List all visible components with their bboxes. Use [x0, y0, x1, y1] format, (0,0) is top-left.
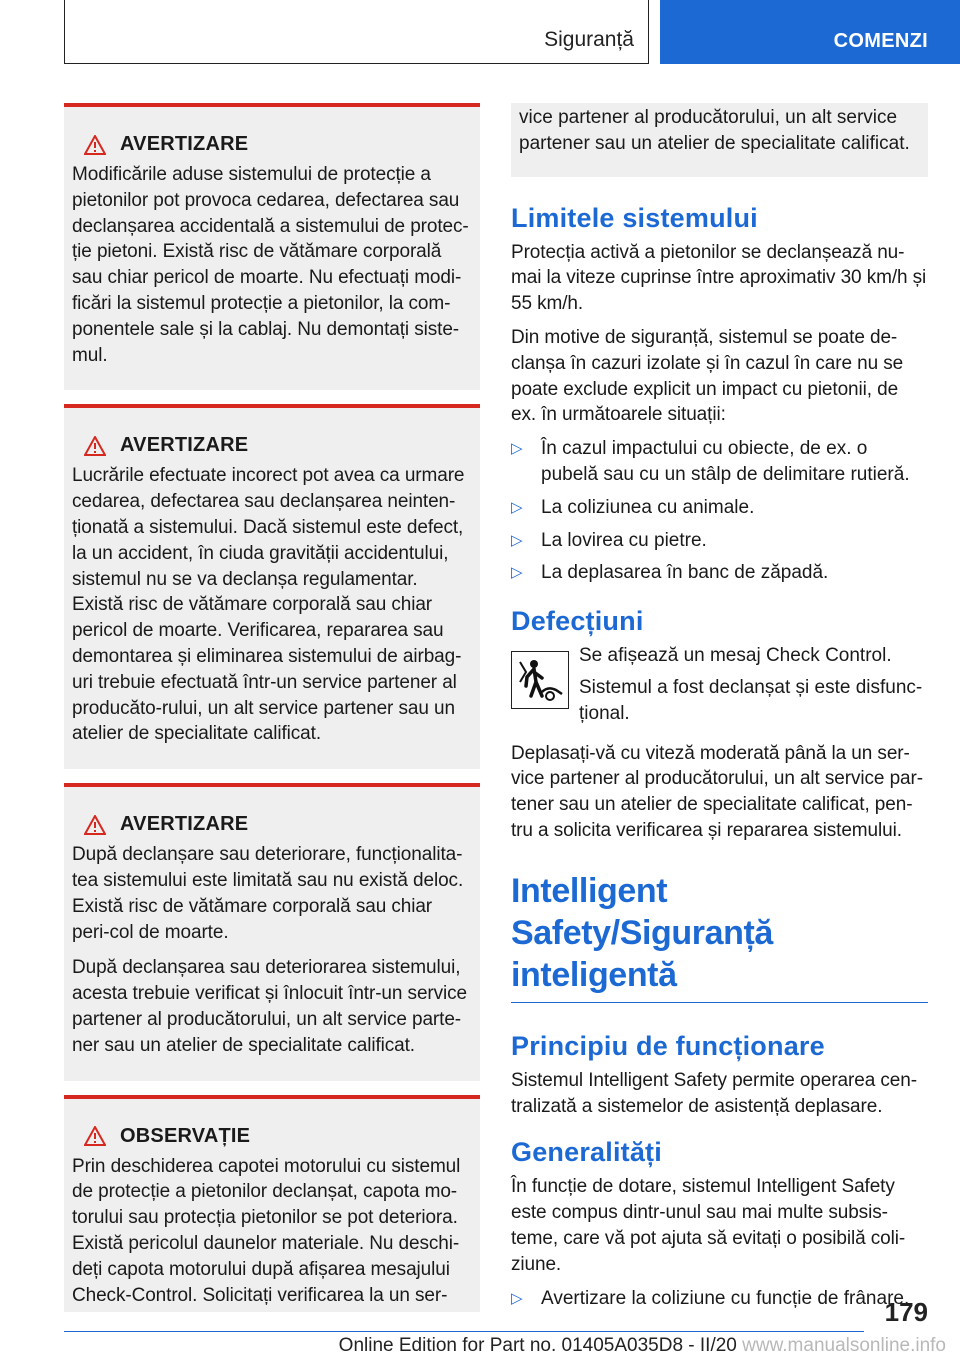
warning-box-2 — [64, 404, 480, 769]
header-section-box — [64, 0, 649, 64]
list-item: ▷ La coliziunea cu animale. — [511, 495, 928, 521]
tab-comenzi-label: COMENZI — [833, 30, 928, 52]
triangle-right-icon: ▷ — [511, 531, 523, 549]
check-control-message — [511, 643, 928, 732]
notice-text: Prin deschiderea capotei motorului cu sistemul de protecție a pietonilor declanșat, capota mo-torului sau protecția pietonilor se pot deteriora. Există pericolul daunelor materiale. Nu deschi-deți capota motorului după afișarea mesajului Check-Control. Solicitați verificarea la un ser- — [72, 1155, 461, 1306]
section-title: Siguranță — [544, 28, 634, 51]
warning-triangle-icon — [84, 135, 106, 155]
notice-continued-text: vice partener al producătorului, un alt service partener sau un atelier de specialitate calificat. — [519, 107, 910, 154]
warning-triangle-icon — [84, 436, 106, 456]
limits-text-2: Din motive de siguranță, sistemul se poate de-clanșa în cazuri izolate și în cazul în care nu se poate exclude explicit un impact cu pietonii, de ex. în următoarele situații: — [511, 326, 904, 426]
principle-text: Sistemul Intelligent Safety permite operarea cen-tralizată a sistemelor de asistență deplasare. — [511, 1069, 917, 1117]
footer — [0, 1335, 960, 1357]
triangle-right-icon: ▷ — [511, 440, 523, 458]
general-heading: Generalități — [511, 1137, 662, 1168]
limits-heading: Limitele sistemului — [511, 202, 758, 233]
warning-text: După declanșarea sau deteriorarea sistemului, acesta trebuie verificat și înlocuit într-un service partener al producătorului, un alt service parte-ner sau un atelier de specialitate calificat. — [72, 957, 468, 1056]
pedestrian-protection-icon — [511, 651, 569, 709]
warning-title: AVERTIZARE — [120, 813, 249, 836]
list-item: ▷ La deplasarea în banc de zăpadă. — [511, 560, 928, 586]
general-list — [511, 1286, 928, 1312]
footer-rule — [64, 1331, 864, 1332]
general-text: În funcție de dotare, sistemul Intelligent Safety este compus dintr-unul sau mai multe subsis-teme, care vă pot ajuta să evitați o posibilă coli-ziune. — [511, 1176, 906, 1275]
intelligent-heading: Intelligent Safety/Siguranță inteligentă — [511, 871, 773, 994]
warning-title: AVERTIZARE — [120, 133, 249, 155]
watermark: www.manualsonline.info — [742, 1335, 946, 1356]
tab-comenzi[interactable] — [660, 0, 960, 64]
right-column — [511, 103, 928, 1325]
defect-message-1: Se afișează un mesaj Check Control. — [579, 645, 892, 667]
list-item: ▷ La lovirea cu pietre. — [511, 528, 928, 554]
triangle-right-icon: ▷ — [511, 498, 523, 516]
principle-heading: Principiu de funcționare — [511, 1030, 825, 1061]
warning-text: Modificările aduse sistemului de protecție a pietonilor pot provoca cedarea, defectarea sau declanșarea accidentală a sistemului de protec-ție pietoni. Există risc de vătămare corporală sau chiar pericol de moarte. Nu efectuați modi-ficări la sistemul protecție a pietonilor, la com-ponentele sale și la cablaj. Nu demontați siste-mul. — [72, 164, 469, 366]
warning-title: AVERTIZARE — [120, 434, 249, 457]
defect-message-2: Sistemul a fost declanșat și este disfunc-țional. — [579, 676, 923, 724]
limits-list — [511, 436, 928, 586]
warning-triangle-icon — [84, 815, 106, 835]
warning-text: După declanșare sau deteriorare, funcționalita-tea sistemului este limitată sau nu există deloc. Există risc de vătămare corporală sau chiar peri-col de moarte. — [72, 844, 464, 943]
defects-text: Deplasați-vă cu viteză moderată până la un ser-vice partener al producătorului, un alt service par-tener sau un atelier de specialitate calificat, pen-tru a solicita verificarea și repararea sistemului. — [511, 742, 923, 841]
list-item: ▷ În cazul impactului cu obiecte, de ex. o pubelă sau cu un stâlp de delimitare rutieră. — [511, 438, 910, 485]
page-number: 179 — [884, 1297, 928, 1327]
left-column — [64, 103, 480, 1312]
notice-continued — [511, 103, 928, 177]
list-item: ▷ Avertizare la coliziune cu funcție de frânare. — [511, 1286, 928, 1312]
warning-text: Lucrările efectuate incorect pot avea ca urmare cedarea, defectarea sau declanșarea neinten-ționată a sistemului. Dacă sistemul este defect, la un accident, în ciuda gravității accidentului, sistemul nu se va declanșa regulamentar. Există risc de vătămare corporală sau chiar pericol de moarte. Verificarea, repararea sau demontarea și eliminarea sistemului de airbag-uri trebuie efectuată într-un service partener al producăto-rului, un alt service partener sau un atelier de specialitate calificat. — [72, 465, 465, 745]
triangle-right-icon: ▷ — [511, 564, 523, 582]
intelligent-heading-block — [511, 870, 928, 1003]
notice-title: OBSERVAȚIE — [120, 1124, 251, 1147]
limits-text-1: Protecția activă a pietonilor se declanșează nu-mai la viteze cuprinse între aproximativ 30 km/h și 55 km/h. — [511, 241, 927, 315]
defects-heading: Defecțiuni — [511, 606, 644, 637]
edition-text: Online Edition for Part no. 01405A035D8 - II/20 — [338, 1335, 737, 1356]
triangle-right-icon: ▷ — [511, 1289, 523, 1307]
warning-box-3 — [64, 783, 480, 1080]
warning-box-1 — [64, 103, 480, 390]
warning-triangle-icon — [84, 1126, 106, 1146]
notice-box — [64, 1095, 480, 1313]
